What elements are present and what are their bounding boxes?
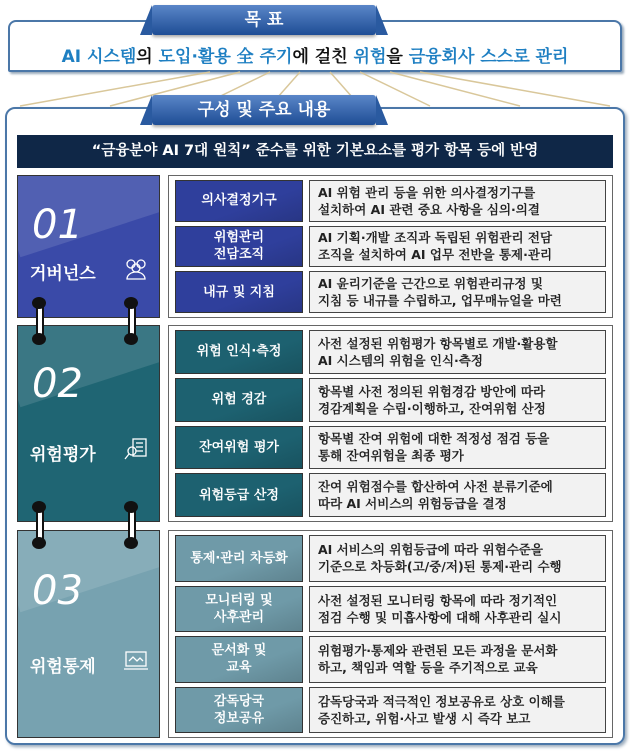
list-item [175,378,606,422]
binder-ring [36,303,44,339]
goal-segment: AI 시스템 [61,47,137,67]
goal-segment: 의 [136,47,159,67]
item-label: 감독당국 정보공유 [175,687,303,734]
section-panel-03 [17,530,160,738]
list-item [175,330,606,374]
item-description: 잔여 위험점수를 합산하여 사전 분류기준에 따라 AI 서비스의 위험등급을 결정 [309,473,606,517]
binder-ring [128,507,136,543]
goal-segment: 위험 [353,47,387,67]
section-name: 위험통제 [30,656,96,677]
list-item [175,426,606,470]
list-item [175,687,606,734]
item-label: 내규 및 지침 [175,271,303,313]
content-tab: 구성 및 주요 내용 [152,95,376,125]
item-label: 의사결정기구 [175,180,303,222]
document-search-icon [123,438,149,460]
list-item [175,180,606,222]
item-description: AI 위험 관리 등을 위한 의사결정기구를 설치하여 AI 관련 중요 사항을 심의·의결 [309,180,606,222]
item-description: AI 윤리기준을 근간으로 위험관리규정 및 지침 등 내규를 수립하고, 업무매뉴얼을 마련 [309,271,606,313]
goal-statement [10,42,620,67]
item-description: 항목별 사전 정의된 위험경감 방안에 따라 경감계획을 수립·이행하고, 잔여위험 산정 [309,378,606,422]
item-label: 문서화 및 교육 [175,636,303,683]
section-number: 01 [32,201,83,248]
principles-banner: “금융분야 AI 7대 원칙” 준수를 위한 기본요소를 평가 항목 등에 반영 [17,135,613,168]
item-description: AI 서비스의 위험등급에 따라 위험수준을 기준으로 차등화(고/중/저)된 통제·관리 수행 [309,535,606,582]
item-description: 위험평가·통제와 관련된 모든 과정을 문서화 하고, 책임과 역할 등을 주기적으로 교육 [309,636,606,683]
item-label: 위험관리 전담조직 [175,226,303,268]
item-description: 감독당국과 적극적인 정보공유로 상호 이해를 증진하고, 위험·사고 발생 시 즉각 보고 [309,687,606,734]
item-description: 사전 설정된 위험평가 항목별로 개발·활용할 AI 시스템의 위험을 인식·측정 [309,330,606,374]
item-label: 모니터링 및 사후관리 [175,586,303,633]
binder-ring [128,303,136,339]
section-name: 위험평가 [30,445,96,466]
list-item [175,535,606,582]
people-icon [123,258,149,280]
section-name: 거버넌스 [30,263,96,284]
list-item [175,226,606,268]
item-label: 위험 인식·측정 [175,330,303,374]
section-items-03 [168,530,613,738]
goal-segment: 금융회사 스스로 관리 [408,47,569,67]
section-number: 03 [32,568,83,615]
list-item [175,473,606,517]
section-panel-02 [17,325,160,522]
item-label: 위험 경감 [175,378,303,422]
goal-tab: 목 표 [152,5,376,35]
list-item [175,586,606,633]
section-items-02 [168,325,613,522]
item-description: 항목별 잔여 위험에 대한 적정성 점검 등을 통해 잔여위험을 최종 평가 [309,426,606,470]
section-number: 02 [32,361,83,408]
list-item [175,271,606,313]
item-description: AI 기획·개발 조직과 독립된 위험관리 전담 조직을 설치하여 AI 업무 전반을 통제·관리 [309,226,606,268]
goal-segment: 도입·활용 全 주기 [158,47,293,67]
item-description: 사전 설정된 모니터링 항목에 따라 정기적인 점검 수행 및 미흡사항에 대해 사후관리 실시 [309,586,606,633]
item-label: 통제·관리 차등화 [175,535,303,582]
monitor-chart-icon [123,650,149,672]
item-label: 잔여위험 평가 [175,426,303,470]
item-label: 위험등급 산정 [175,473,303,517]
section-items-01 [168,175,613,318]
goal-segment: 에 걸친 [292,47,354,67]
list-item [175,636,606,683]
goal-segment: 을 [386,47,409,67]
binder-ring [36,507,44,543]
